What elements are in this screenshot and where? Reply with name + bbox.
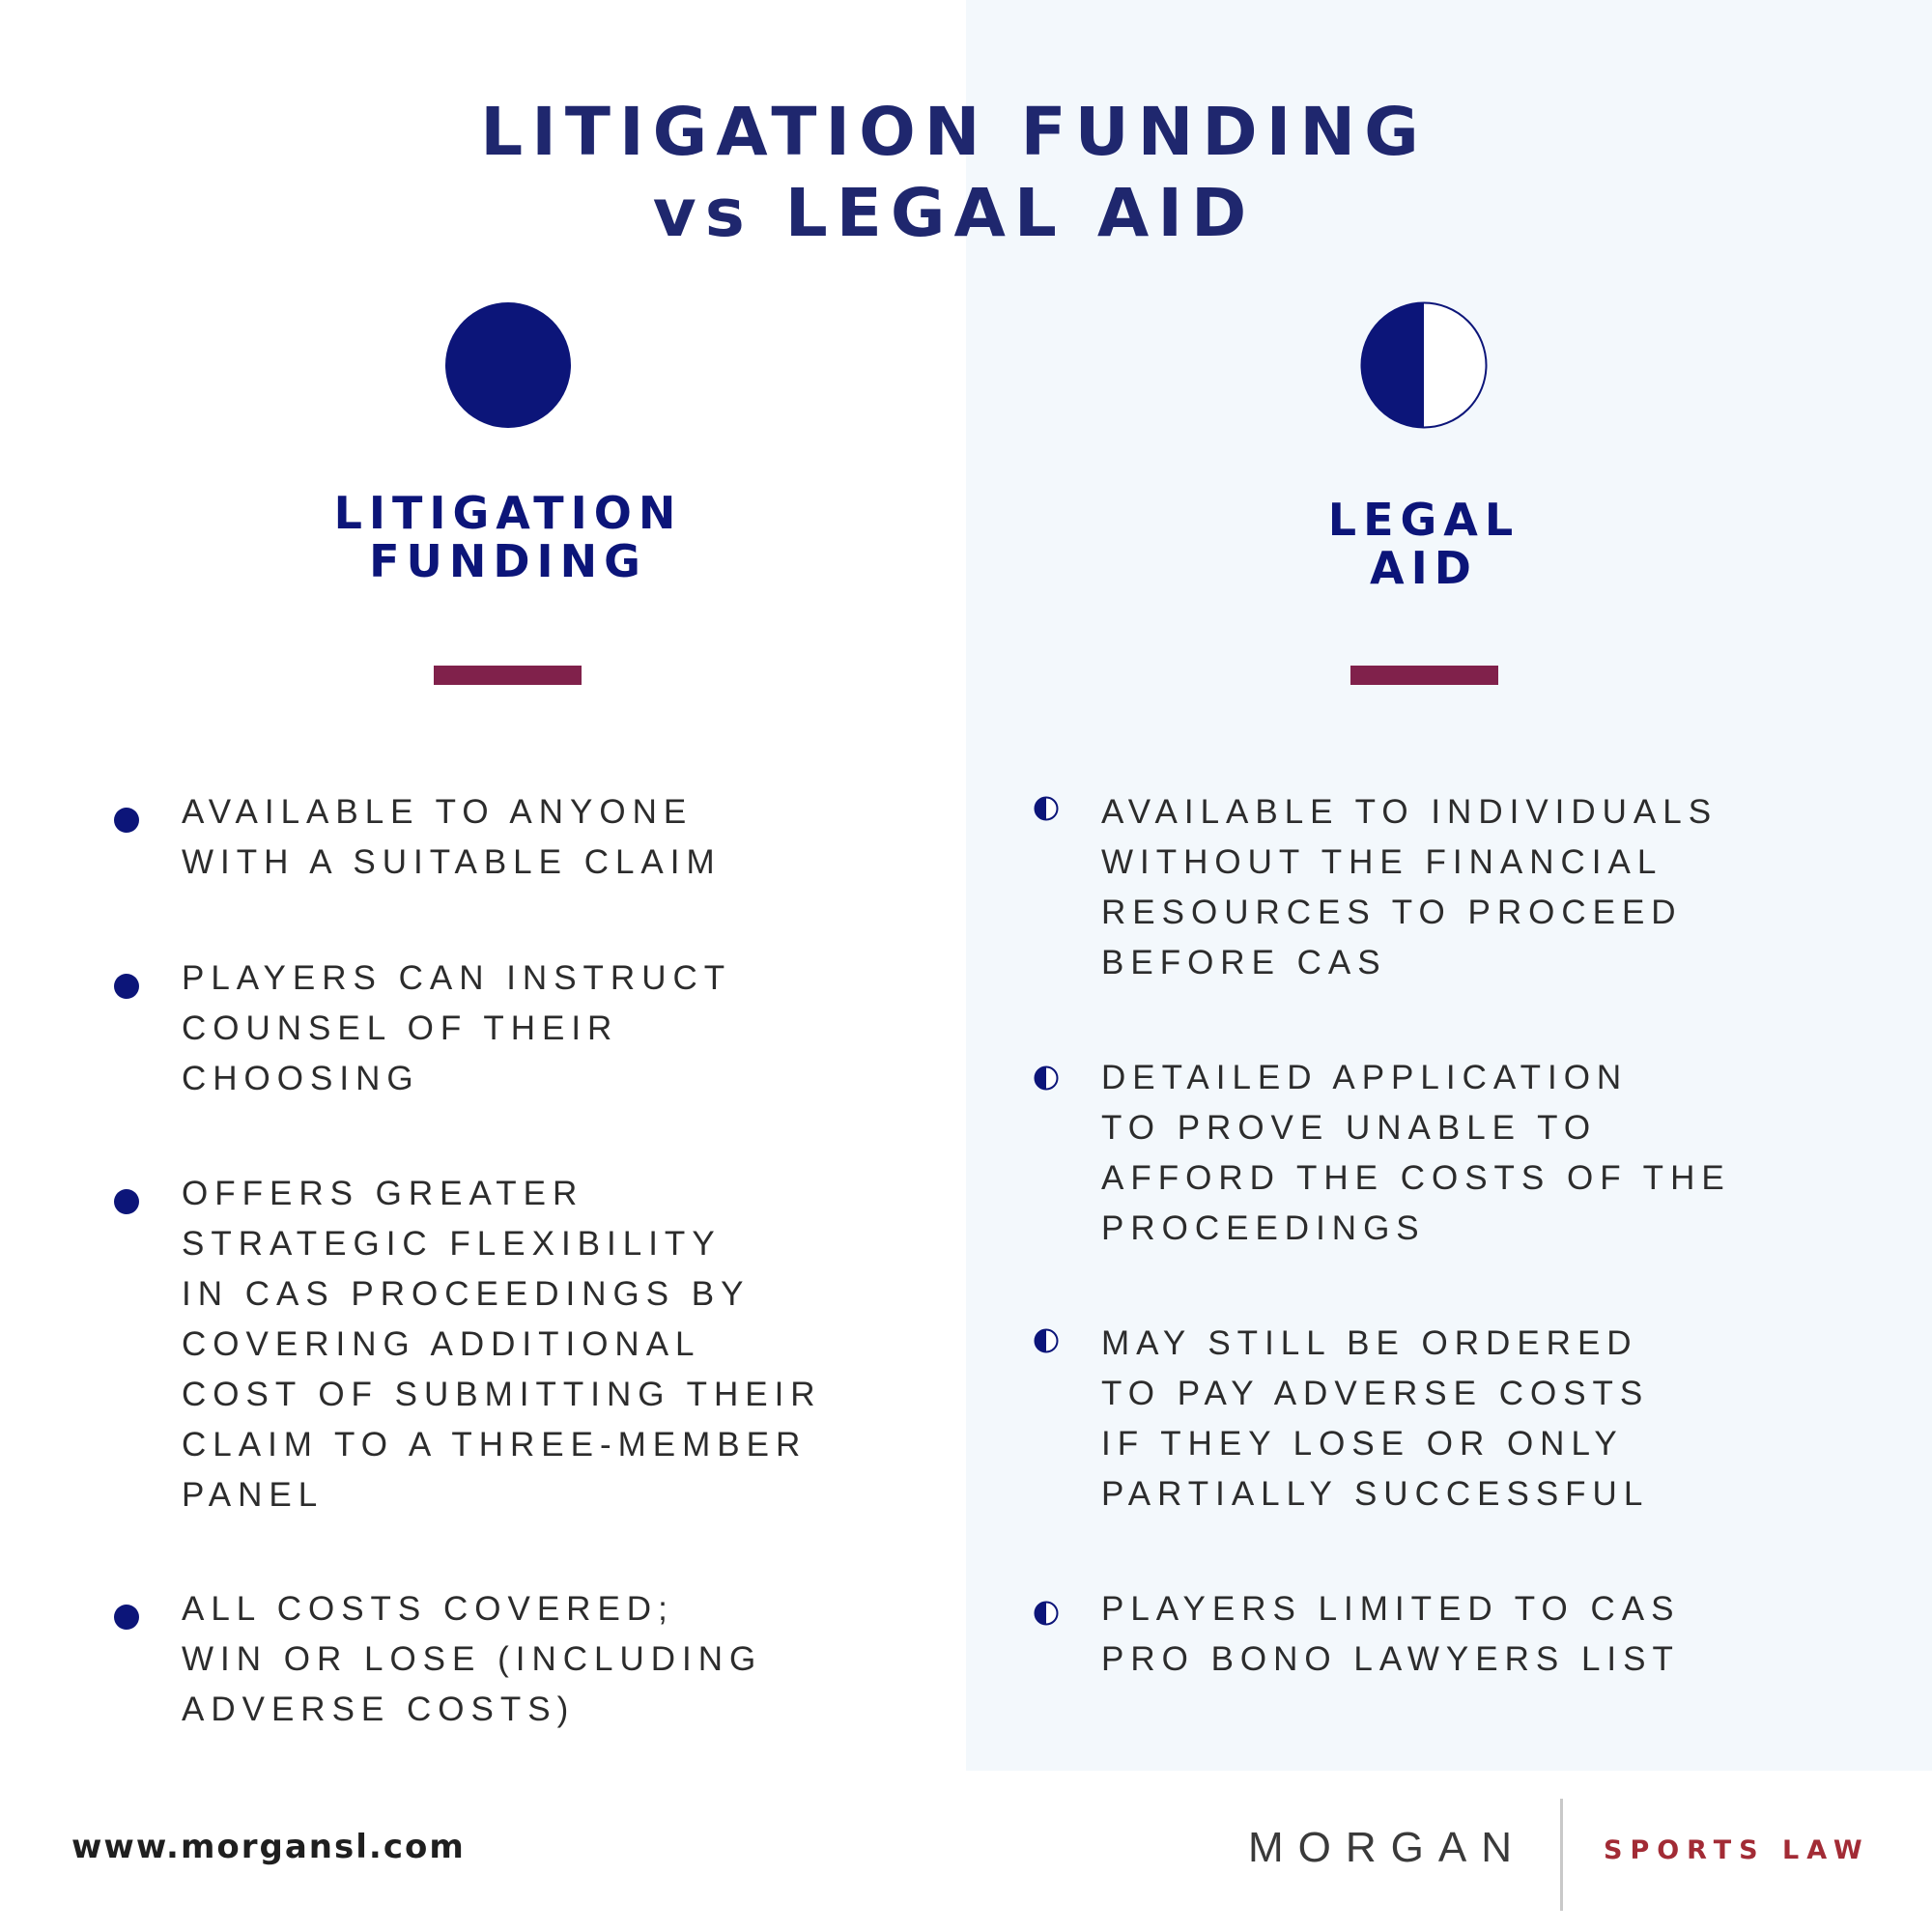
list-item-line: ADVERSE COSTS) <box>182 1690 576 1728</box>
list-item-line: CHOOSING <box>182 1060 420 1097</box>
list-item-line: BEFORE CAS <box>1101 944 1387 981</box>
list-item-line: WITH A SUITABLE CLAIM <box>182 843 722 881</box>
accent-divider-left <box>434 666 582 685</box>
list-item-text <box>182 1584 974 1735</box>
bullet-dot-icon <box>114 808 139 833</box>
list-item-line: PLAYERS LIMITED TO CAS <box>1101 1590 1681 1628</box>
list-item-line: WIN OR LOSE (INCLUDING <box>182 1640 763 1678</box>
list-item-line: PRO BONO LAWYERS LIST <box>1101 1640 1680 1678</box>
list-item-line: TO PAY ADVERSE COSTS <box>1101 1375 1650 1412</box>
accent-divider-right <box>1350 666 1498 685</box>
page-title-line-1: LITIGATION FUNDING <box>480 94 1428 171</box>
half-circle-bullet-icon <box>1034 1328 1059 1353</box>
list-item-line: COST OF SUBMITTING THEIR <box>182 1376 822 1413</box>
list-item-text <box>1101 787 1893 988</box>
page-title <box>0 92 1908 254</box>
column-heading-litigation-funding <box>315 489 701 585</box>
half-circle-bullet-icon <box>1034 1601 1059 1626</box>
list-item-text <box>1101 1584 1893 1685</box>
list-item-line: PLAYERS CAN INSTRUCT <box>182 959 732 997</box>
list-item-line: OFFERS GREATER <box>182 1175 584 1212</box>
list-item-line: AVAILABLE TO INDIVIDUALS <box>1101 793 1719 831</box>
column-heading-legal-aid <box>1231 496 1617 592</box>
list-item-text <box>1101 1319 1893 1520</box>
list-item-line: PROCEEDINGS <box>1101 1209 1426 1247</box>
list-item-line: PANEL <box>182 1476 325 1514</box>
list-item-text <box>1101 1053 1893 1254</box>
column-heading-line-1: LITIGATION <box>333 487 683 539</box>
list-item-line: ALL COSTS COVERED; <box>182 1590 674 1628</box>
list-item-line: PARTIALLY SUCCESSFUL <box>1101 1475 1650 1513</box>
list-item-line: IN CAS PROCEEDINGS BY <box>182 1275 751 1313</box>
half-circle-bullet-icon <box>1034 796 1059 821</box>
list-item-line: CLAIM TO A THREE-MEMBER <box>182 1426 808 1463</box>
page-title-line-2: vs LEGAL AID <box>652 175 1256 252</box>
list-item-line: WITHOUT THE FINANCIAL <box>1101 843 1663 881</box>
list-item-line: RESOURCES TO PROCEED <box>1101 894 1683 931</box>
brand-divider <box>1560 1799 1563 1911</box>
half-circle-icon <box>1360 301 1488 429</box>
list-item-text <box>182 787 974 888</box>
full-circle-icon <box>444 301 572 429</box>
brand-name-logo: MORGAN <box>1248 1824 1526 1871</box>
list-item-line: COVERING ADDITIONAL <box>182 1325 701 1363</box>
list-item-line: COUNSEL OF THEIR <box>182 1009 619 1047</box>
column-heading-line-1: LEGAL <box>1327 494 1520 546</box>
website-url: www.morgansl.com <box>71 1828 466 1866</box>
bullet-dot-icon <box>114 1605 139 1630</box>
bullet-dot-icon <box>114 974 139 999</box>
list-item-line: STRATEGIC FLEXIBILITY <box>182 1225 722 1263</box>
bullet-dot-icon <box>114 1189 139 1214</box>
list-item-line: AFFORD THE COSTS OF THE <box>1101 1159 1731 1197</box>
list-item-line: TO PROVE UNABLE TO <box>1101 1109 1598 1147</box>
list-item-line: MAY STILL BE ORDERED <box>1101 1324 1638 1362</box>
column-heading-line-2: AID <box>1370 542 1478 594</box>
list-item-line: DETAILED APPLICATION <box>1101 1059 1629 1096</box>
list-item-text <box>182 1169 974 1520</box>
half-circle-bullet-icon <box>1034 1065 1059 1091</box>
brand-subtitle-logo: SPORTS LAW <box>1604 1835 1870 1865</box>
column-heading-line-2: FUNDING <box>369 535 647 587</box>
list-item-line: IF THEY LOSE OR ONLY <box>1101 1425 1624 1463</box>
list-item-line: AVAILABLE TO ANYONE <box>182 793 694 831</box>
list-item-text <box>182 953 974 1104</box>
